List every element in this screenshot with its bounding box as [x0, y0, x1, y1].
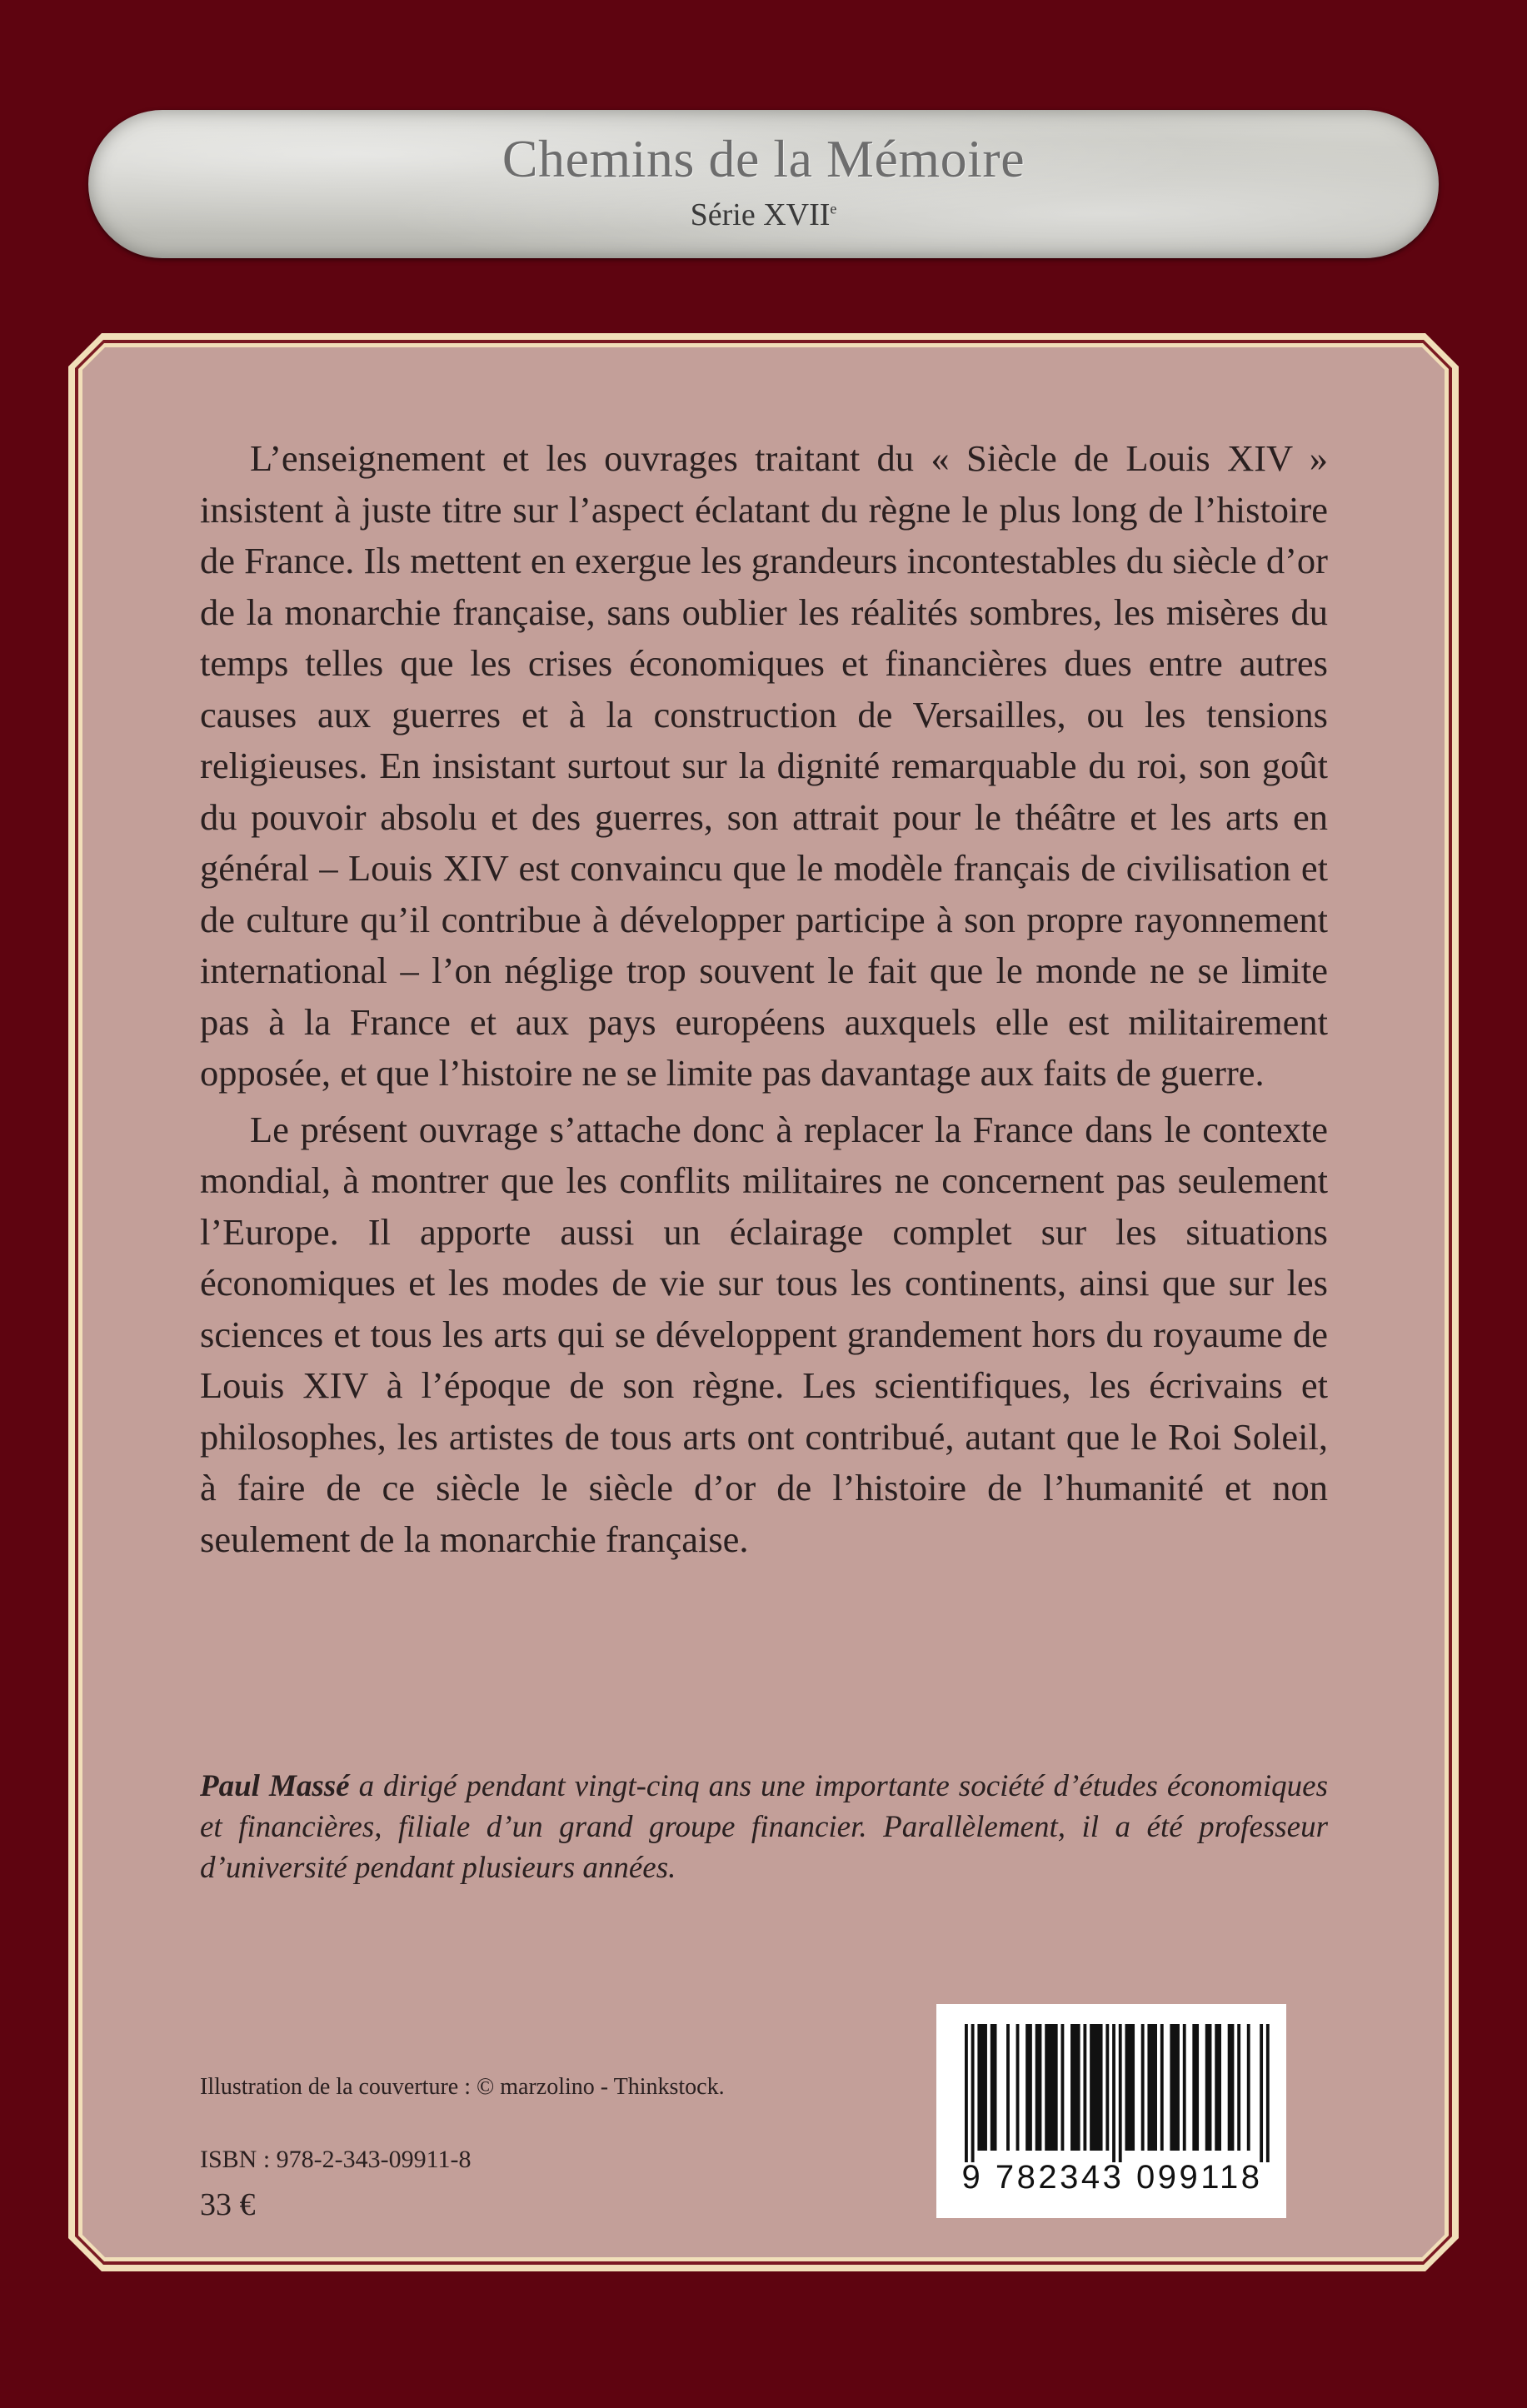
barcode-bar [991, 2024, 997, 2151]
barcode-bar [1035, 2024, 1042, 2151]
barcode-bar [1016, 2024, 1020, 2151]
barcode-bar [1025, 2024, 1032, 2151]
barcode-bar [1192, 2024, 1199, 2151]
author-bio [200, 1766, 1328, 1888]
back-cover-text [200, 433, 1328, 1565]
series-banner [88, 110, 1439, 258]
barcode-bar [1247, 2024, 1250, 2151]
barcode-bar [1183, 2024, 1186, 2151]
barcode-bar [965, 2024, 968, 2162]
barcode-bar [1105, 2024, 1109, 2151]
series-subtitle-text: Série XVII [690, 197, 831, 232]
series-subtitle-superscript: e [830, 200, 837, 217]
price: 33 € [200, 2187, 256, 2222]
barcode-bar [1090, 2024, 1102, 2151]
barcode-bar [1205, 2024, 1212, 2151]
barcode-bar [1237, 2024, 1240, 2151]
barcode-bar [1266, 2024, 1270, 2162]
author-name: Paul Massé [200, 1769, 350, 1803]
isbn: ISBN : 978-2-343-09911-8 [200, 2146, 472, 2173]
barcode-digits: 9 782343 099118 [961, 2159, 1263, 2196]
barcode-bar [1228, 2024, 1235, 2151]
barcode-bar [1141, 2024, 1145, 2151]
paragraph-2: Le présent ouvrage s’attache donc à replacer la France dans le contexte mondial, à montrer que les conflits militaires ne concernent pas seulement l’Europe. Il apporte aussi un éclairage complet sur les situations économiques et les modes de vie sur tous les continents, ainsi que sur les sciences et tous les arts qui se développent grandement hors du royaume de Louis XIV à l’époque de son règne. Les scientifiques, les écrivains et philosophes, les artistes de tous arts ont contribué, autant que le Roi Soleil, à faire de ce siècle le siècle d’or de l’histoire de l’humanité et non seulement de la monarchie française. [200, 1108, 1328, 1560]
barcode-bar [1125, 2024, 1135, 2151]
barcode-bar [1070, 2024, 1080, 2151]
barcode-bar [1147, 2024, 1157, 2151]
barcode-bar [1160, 2024, 1164, 2151]
series-subtitle [88, 197, 1439, 233]
barcode [936, 2004, 1286, 2218]
barcode-bar [971, 2024, 975, 2162]
author-bio-text: a dirigé pendant vingt-cinq ans une importante société d’études économiques et financières, filiale d’un grand groupe financier. Parallèlement, il a été professeur d’université pendant plusieurs années. [200, 1769, 1329, 1885]
barcode-bar [1260, 2024, 1263, 2162]
barcode-bar [1170, 2024, 1180, 2151]
barcode-bar [1045, 2024, 1057, 2151]
series-title: Chemins de la Mémoire [502, 129, 1025, 188]
barcode-bar [1006, 2024, 1010, 2151]
barcode-bar [977, 2024, 987, 2151]
barcode-bar [1215, 2024, 1221, 2151]
barcode-bar [1112, 2024, 1115, 2162]
paragraph-1: L’enseignement et les ouvrages traitant du « Siècle de Louis XIV » insistent à juste titre sur l’aspect éclatant du règne le plus long de l’histoire de France. Ils mettent en exergue les grandeurs incontestables du siècle d’or de la monarchie française, sans oublier les réalités sombres, les misères du temps telles que les crises économiques et financières dues entre autres causes aux guerres et à la construction de Versailles, ou les tensions religieuses. En insistant surtout sur la dignité remarquable du roi, son goût du pouvoir absolu et des guerres, son attrait pour le théâtre et les arts en général – Louis XIV est convaincu que le modèle français de civilisation et de culture qu’il contribue à développer participe à son propre rayonnement international – l’on néglige trop souvent le fait que le monde ne se limite pas à la France et aux pays européens auxquels elle est militairement opposée, et que l’histoire ne se limite pas davantage aux faits de guerre. [200, 437, 1328, 1094]
illustration-credit: Illustration de la couverture : © marzolino - Thinkstock. [200, 2074, 725, 2100]
barcode-bar [1083, 2024, 1086, 2151]
barcode-bar [1119, 2024, 1122, 2162]
barcode-bar [1061, 2024, 1065, 2151]
